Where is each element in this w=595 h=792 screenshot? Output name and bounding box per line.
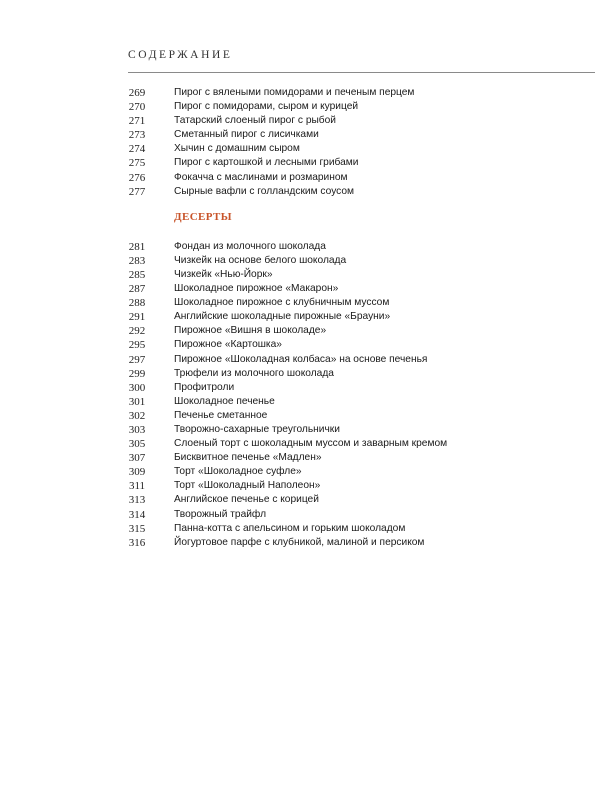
entry-title: Торт «Шоколадное суфле» [174,466,302,478]
page-number: 285 [128,268,146,281]
page-number: 276 [128,171,146,184]
entry-title: Йогуртовое парфе с клубникой, малиной и персиком [174,536,425,548]
page-number: 315 [128,522,146,535]
toc-entry[interactable] [0,409,595,423]
entry-title: Татарский слоеный пирог с рыбой [174,115,336,127]
toc-entry[interactable] [0,437,595,451]
entry-title: Английские шоколадные пирожные «Брауни» [174,311,391,323]
page-number: 309 [128,466,146,479]
page-number: 281 [128,240,146,253]
toc-entry[interactable] [0,142,595,156]
toc-entry[interactable] [0,465,595,479]
entry-title: Трюфели из молочного шоколада [174,367,334,379]
toc-entry[interactable] [0,128,595,142]
entry-title: Пирожное «Картошка» [174,339,282,351]
toc-entry[interactable] [0,536,595,550]
table-of-contents [0,86,595,550]
page-number: 311 [128,480,146,493]
entry-title: Пирог с вялеными помидорами и печеным перцем [174,87,415,98]
entry-title: Печенье сметанное [174,409,268,421]
entry-title: Бисквитное печенье «Мадлен» [174,452,322,464]
page-title: СОДЕРЖАНИЕ [128,49,233,61]
entry-title: Английское печенье с корицей [174,494,319,506]
toc-entry[interactable] [0,310,595,324]
toc-entry[interactable] [0,114,595,128]
toc-entry[interactable] [0,338,595,352]
entry-title: Творожно-сахарные треугольнички [174,423,340,435]
entry-title: Слоеный торт с шоколадным муссом и заварным кремом [174,438,448,450]
entry-title: Пирог с помидорами, сыром и курицей [174,101,359,113]
entry-title: Шоколадное пирожное с клубничным муссом [174,297,390,309]
page-number: 301 [128,395,146,408]
page-number: 270 [128,101,146,114]
page-number: 271 [128,115,146,128]
page-number: 283 [128,254,146,267]
toc-entry[interactable] [0,367,595,381]
toc-section [0,210,595,550]
page-number: 313 [128,494,146,507]
toc-entry[interactable] [0,493,595,507]
toc-entry[interactable] [0,254,595,268]
page-number: 274 [128,143,146,156]
entry-title: Фокачча с маслинами и розмарином [174,171,348,183]
toc-entry[interactable] [0,171,595,185]
toc-entry[interactable] [0,282,595,296]
entry-title: Профитроли [174,381,235,393]
page-number: 314 [128,508,146,521]
toc-entry[interactable] [0,268,595,282]
entry-title: Фондан из молочного шоколада [174,240,326,252]
entry-title: Пирог с картошкой и лесными грибами [174,157,359,169]
entry-title: Сырные вафли с голландским соусом [174,185,355,197]
page-number: 307 [128,452,146,465]
entry-title: Хычин с домашним сыром [174,143,300,155]
toc-entry[interactable] [0,353,595,367]
entry-title: Творожный трайфл [174,508,267,520]
page-number: 305 [128,438,146,451]
entry-title: Пирожное «Вишня в шоколаде» [174,325,327,337]
entry-title: Чизкейк «Нью-Йорк» [174,268,273,280]
page-number: 269 [128,87,146,99]
toc-entry[interactable] [0,381,595,395]
toc-entry[interactable] [0,479,595,493]
entry-title: Пирожное «Шоколадная колбаса» на основе печенья [174,353,428,365]
page-number: 303 [128,423,146,436]
entry-title: Шоколадное пирожное «Макарон» [174,283,339,295]
toc-entry[interactable] [0,508,595,522]
toc-entry[interactable] [0,451,595,465]
page-number: 300 [128,381,146,394]
page-number: 275 [128,157,146,170]
entry-title: Панна-котта с апельсином и горьким шоколадом [174,522,406,534]
section-heading: ДЕСЕРТЫ [174,210,232,223]
page-number: 277 [128,185,146,198]
page-number: 292 [128,325,146,338]
toc-entry[interactable] [0,395,595,409]
page-number: 316 [128,536,146,549]
page-number: 299 [128,367,146,380]
entry-title: Шоколадное печенье [174,395,275,407]
page-number: 288 [128,297,146,310]
entry-title: Сметанный пирог с лисичками [174,129,319,141]
toc-entry[interactable] [0,296,595,310]
toc-entry[interactable] [0,86,595,100]
toc-entry[interactable] [0,423,595,437]
page-number: 295 [128,339,146,352]
toc-entry[interactable] [0,324,595,338]
page-number: 291 [128,311,146,324]
page-number: 302 [128,409,146,422]
page-number: 287 [128,283,146,296]
toc-entry[interactable] [0,156,595,170]
page-number: 273 [128,129,146,142]
toc-entry[interactable] [0,100,595,114]
entry-title: Торт «Шоколадный Наполеон» [174,480,321,492]
toc-entry[interactable] [0,240,595,254]
page-number: 297 [128,353,146,366]
toc-entry[interactable] [0,185,595,199]
entry-title: Чизкейк на основе белого шоколада [174,254,347,266]
header-divider [128,72,595,73]
toc-section [0,86,595,199]
toc-entry[interactable] [0,522,595,536]
